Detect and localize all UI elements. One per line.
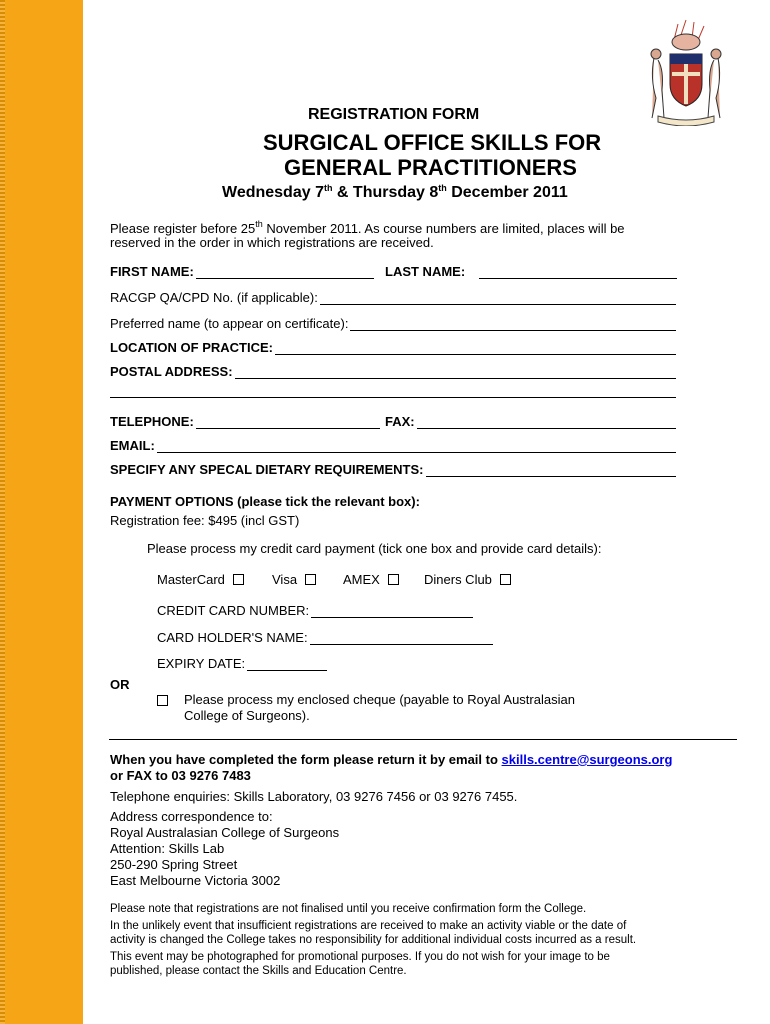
email-label: EMAIL:: [110, 438, 155, 453]
date-month-year: December 2011: [446, 184, 568, 201]
preferred-name-line[interactable]: [350, 318, 676, 331]
expiry-field[interactable]: [157, 656, 327, 671]
intro-line2: reserved in the order in which registrations are received.: [110, 235, 434, 250]
amex-label: AMEX: [343, 572, 380, 587]
location-label: LOCATION OF PRACTICE:: [110, 340, 273, 355]
cheque-line1: Please process my enclosed cheque (payable to Royal Australasian: [184, 692, 575, 707]
telephone-label: TELEPHONE:: [110, 414, 194, 429]
payment-heading: PAYMENT OPTIONS (please tick the relevant box):: [110, 494, 420, 509]
racgp-line[interactable]: [320, 292, 676, 305]
amex-checkbox[interactable]: [388, 574, 399, 585]
visa-label: Visa: [272, 572, 298, 587]
card-holder-label: CARD HOLDER'S NAME:: [157, 630, 308, 645]
fax-instruction: or FAX to 03 9276 7483: [110, 768, 251, 783]
racgp-label: RACGP QA/CPD No. (if applicable):: [110, 290, 318, 305]
intro-line1: [110, 219, 625, 236]
intro-sup: th: [255, 219, 263, 229]
address-line: Attention: Skills Lab: [110, 841, 225, 856]
dietary-field[interactable]: [110, 462, 676, 477]
section-divider: [109, 739, 737, 740]
card-number-label: CREDIT CARD NUMBER:: [157, 603, 310, 618]
telephone-line[interactable]: [196, 416, 380, 429]
dietary-label: SPECIFY ANY SPECAL DIETARY REQUIREMENTS:: [110, 462, 424, 477]
note-confirmation: Please note that registrations are not finalised until you receive confirmation form the College.: [110, 903, 587, 915]
return-instruction: [110, 752, 672, 767]
location-field[interactable]: [110, 340, 676, 355]
note-photo-line2: published, please contact the Skills and Education Centre.: [110, 965, 407, 977]
note-viability-line1: In the unlikely event that insufficient registrations are received to make an activity viable or the date of: [110, 920, 627, 932]
last-name-line[interactable]: [479, 266, 677, 279]
telephone-field[interactable]: [110, 414, 380, 429]
telephone-enquiries: Telephone enquiries: Skills Laboratory, 03 9276 7456 or 03 9276 7455.: [110, 789, 518, 804]
address-line: 250-290 Spring Street: [110, 857, 238, 872]
first-name-label: FIRST NAME:: [110, 264, 194, 279]
first-name-field[interactable]: [110, 264, 374, 279]
or-label: OR: [110, 677, 130, 692]
address-line: Royal Australasian College of Surgeons: [110, 825, 340, 840]
racgp-field[interactable]: [110, 290, 676, 305]
mastercard-label: MasterCard: [157, 572, 225, 587]
return-text: When you have completed the form please return it by email to: [110, 752, 502, 767]
card-option-visa[interactable]: [272, 572, 316, 587]
page-title-line1: SURGICAL OFFICE SKILLS FOR: [263, 130, 602, 155]
address-line: Address correspondence to:: [110, 809, 273, 824]
email-link[interactable]: skills.centre@surgeons.org: [501, 752, 673, 767]
address-line: East Melbourne Victoria 3002: [110, 873, 281, 888]
cheque-checkbox[interactable]: [157, 695, 168, 706]
expiry-line[interactable]: [247, 658, 327, 671]
postal-address-field[interactable]: [110, 364, 676, 379]
email-field[interactable]: [110, 438, 676, 453]
card-holder-line[interactable]: [310, 632, 493, 645]
postal-address-line[interactable]: [235, 366, 676, 379]
date-wednesday-suffix: th: [323, 183, 333, 193]
mastercard-checkbox[interactable]: [233, 574, 244, 585]
fax-field[interactable]: [385, 414, 676, 429]
visa-checkbox[interactable]: [305, 574, 316, 585]
diners-label: Diners Club: [424, 572, 492, 587]
card-option-diners[interactable]: [424, 572, 511, 587]
note-photo-line1: This event may be photographed for promotional purposes. If you do not wish for your image to be: [110, 951, 610, 963]
date-thursday-suffix: th: [438, 183, 447, 193]
intro-text-a: Please register before 25: [110, 221, 256, 236]
card-option-amex[interactable]: [343, 572, 399, 587]
form-label: REGISTRATION FORM: [308, 106, 480, 123]
card-option-mastercard[interactable]: [157, 572, 244, 587]
postal-address-line2[interactable]: [110, 397, 676, 398]
date-thursday: & Thursday 8: [332, 184, 439, 201]
dietary-line[interactable]: [426, 464, 677, 477]
course-dates: [222, 183, 568, 202]
fax-label: FAX:: [385, 414, 415, 429]
card-holder-field[interactable]: [157, 630, 493, 645]
last-name-field[interactable]: [385, 264, 677, 279]
preferred-name-field[interactable]: [110, 316, 676, 331]
registration-fee: Registration fee: $495 (incl GST): [110, 513, 300, 528]
expiry-label: EXPIRY DATE:: [157, 656, 246, 671]
date-wednesday: Wednesday 7: [222, 184, 324, 201]
fax-line[interactable]: [417, 416, 676, 429]
preferred-name-label: Preferred name (to appear on certificate):: [110, 316, 349, 331]
card-number-line[interactable]: [311, 605, 473, 618]
email-line[interactable]: [157, 440, 676, 453]
first-name-line[interactable]: [196, 266, 374, 279]
college-crest-icon: [636, 18, 736, 126]
sidebar-edge: [0, 0, 5, 1024]
credit-card-instruction: Please process my credit card payment (tick one box and provide card details):: [147, 541, 602, 556]
cheque-line2: College of Surgeons).: [184, 708, 310, 723]
location-line[interactable]: [275, 342, 676, 355]
page-title-line2: GENERAL PRACTITIONERS: [284, 155, 577, 180]
card-number-field[interactable]: [157, 603, 473, 618]
postal-address-label: POSTAL ADDRESS:: [110, 364, 233, 379]
diners-checkbox[interactable]: [500, 574, 511, 585]
orange-sidebar: [0, 0, 83, 1024]
last-name-label: LAST NAME:: [385, 264, 466, 279]
note-viability-line2: activity is changed the College takes no responsibility for additional individual costs incurred as a result.: [110, 934, 637, 946]
intro-text-b: November 2011. As course numbers are limited, places will be: [262, 221, 625, 236]
